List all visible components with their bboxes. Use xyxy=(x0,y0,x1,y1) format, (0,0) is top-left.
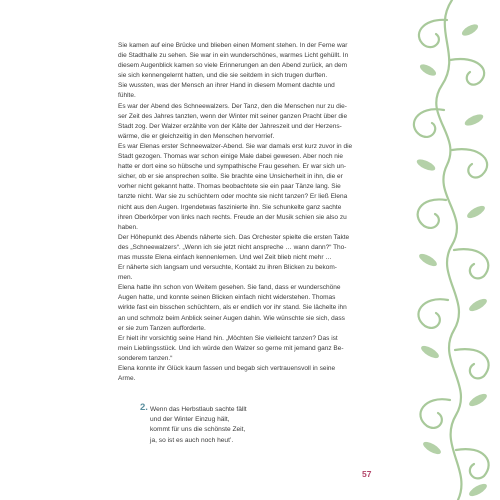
body-line: wirkte fast ein bisschen schüchtern, als er endlich vor ihr stand. Sie lächelte ihn xyxy=(118,304,347,312)
body-line: er sie zum Tanzen aufforderte. xyxy=(118,324,206,332)
body-line: diesem Augenblick kamen so viele Erinnerungen an den Abend zurück, an dem xyxy=(118,62,348,70)
body-line: Der Höhepunkt des Abends näherte sich. Das Orchester spielte die ersten Takte xyxy=(118,233,350,241)
verse-line: ja, so ist es auch noch heut’. xyxy=(150,436,234,444)
body-line: Es war der Abend des Schneewalzers. Der Tanz, den die Menschen nur zu die- xyxy=(118,102,347,110)
body-line: vorher nicht gekannt hatte. Thomas beobachtete sie ein paar Tänze lang. Sie xyxy=(118,183,341,191)
body-line: des „Schneewalzers“. „Wenn ich sie jetzt nicht anspreche … wann dann?“ Tho- xyxy=(118,243,347,251)
body-line: mas musste Elena einfach kennenlernen. Und wel Zeit blieb nicht mehr … xyxy=(118,253,332,261)
body-line: Stadt gezogen. Thomas war schon einige Male dabei gewesen. Aber noch nie xyxy=(118,153,343,161)
body-line: mein Lieblingsstück. Und ich würde den Walzer so gerne mit jemand ganz Be- xyxy=(118,344,344,352)
body-line: Er näherte sich langsam und versuchte, Kontakt zu ihren Blicken zu bekom- xyxy=(118,264,337,272)
floral-ornament-border xyxy=(392,0,500,500)
body-line: haben. xyxy=(118,223,138,231)
body-line: Sie wussten, was der Mensch an ihrer Hand in diesem Moment dachte und xyxy=(118,82,335,90)
body-line: Sie kamen auf eine Brücke und blieben einen Moment stehen. In der Ferne war xyxy=(118,42,348,49)
verse-line: und der Winter Einzug hält, xyxy=(150,416,230,424)
body-line: Augen hatte, und konnte seinen Blicken einfach nicht widerstehen. Thomas xyxy=(118,294,336,302)
verse-line: Wenn das Herbstlaub sachte fällt xyxy=(150,406,247,413)
song-verse xyxy=(140,402,247,446)
page-body-text xyxy=(118,41,390,384)
body-line: sonderem tanzen.“ xyxy=(118,354,173,362)
verse-number: 2. xyxy=(140,402,148,413)
body-line: Elena konnte ihr Glück kaum fassen und begab sich vertrauensvoll in seine xyxy=(118,365,336,372)
body-line: ser Zeit des Jahres tanzten, wenn der Winter mit seiner ganzen Pracht über die xyxy=(118,112,348,120)
body-line: Er hielt ihr vorsichtig seine Hand hin. „Möchten Sie vielleicht tanzen? Das ist xyxy=(118,334,338,342)
verse-line: kommt für uns die schönste Zeit, xyxy=(150,426,246,434)
body-line: Stadt zog. Der Walzer erzählte von der Kälte der Jahreszeit und der Herzens- xyxy=(118,122,342,130)
body-line: ihren Oberkörper von links nach rechts. Freude an der Musik schien sie also zu xyxy=(118,213,347,221)
body-line: nicht aus den Augen. Irgendetwas faszinierte ihn. Sie schunkelte ganz sachte xyxy=(118,203,342,211)
body-line: sicher, ob er sie ansprechen sollte. Sie brachte eine Unsicherheit in ihn, die er xyxy=(118,173,343,181)
body-line: tanzte nicht. War sie zu schüchtern oder mochte sie nicht tanzen? Er ließ Elena xyxy=(118,193,348,201)
page-number: 57 xyxy=(362,469,372,479)
body-line: an und schmolz beim Anblick seiner Augen dahin. Wie wünschte sie sich, dass xyxy=(118,314,345,322)
body-line: sie sich kennengelernt hatten, und die sie seitdem in sich trugen durften. xyxy=(118,72,328,80)
body-line: Elena hatte ihn schon von Weitem gesehen. Sie fand, dass er wunderschöne xyxy=(118,284,341,292)
body-line: Arme. xyxy=(118,375,136,383)
body-line: hatte er dort eine so hübsche und sympathische Frau gesehen. Er war sich un- xyxy=(118,163,347,171)
body-line: men. xyxy=(118,274,133,282)
body-line: Es war Elenas erster Schneewalzer-Abend. Sie war damals erst kurz zuvor in die xyxy=(118,142,353,150)
body-line: die Stadthalle zu sehen. Sie war in ein wunderschönes, warmes Licht gehüllt. In xyxy=(118,52,349,60)
body-line: wärme, die er gleichzeitig in den Menschen hervorrief. xyxy=(118,132,275,140)
body-line: fühlte. xyxy=(118,92,136,100)
